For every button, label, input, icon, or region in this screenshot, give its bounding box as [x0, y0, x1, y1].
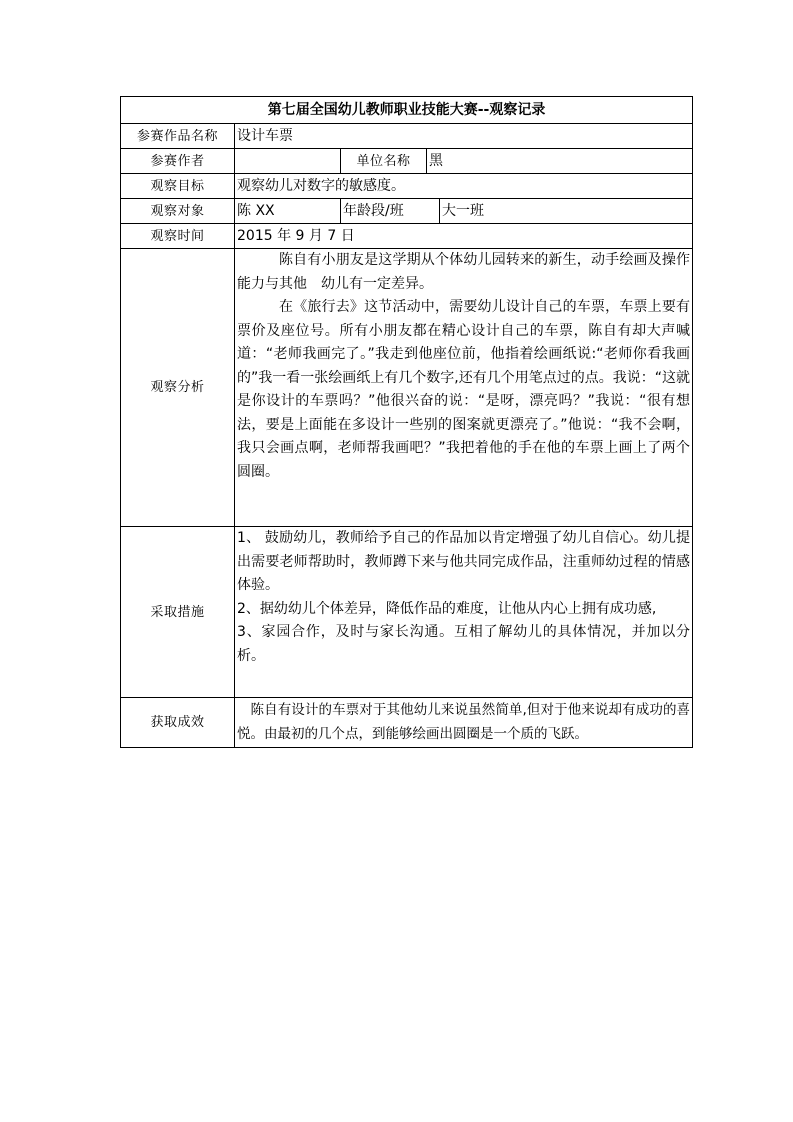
work-name-label: 参赛作品名称: [121, 124, 235, 149]
unit-name-value: 黑: [427, 149, 693, 174]
results-text: 陈自有设计的车票对于其他幼儿来说虽然简单,但对于他来说却有成功的喜悦。由最初的几个点，到能够绘画出圆圈是一个质的飞跃。: [237, 702, 691, 742]
measures-label: 采取措施: [121, 527, 235, 698]
document-title: 第七届全国幼儿教师职业技能大赛--观察记录: [121, 97, 693, 124]
observation-record-table: [120, 96, 693, 748]
analysis-paragraph-1: 陈自有小朋友是这学期从个体幼儿园转来的新生，动手绘画及操作能力与其他 幼儿有一定差异。: [237, 252, 691, 292]
time-label: 观察时间: [121, 224, 235, 249]
measures-content: [235, 527, 693, 698]
analysis-content: [235, 249, 693, 527]
age-group-label: 年龄段/班: [341, 199, 440, 224]
measures-paragraph-2: 2、据幼幼儿个体差异，降低作品的难度，让他从内心上拥有成功感,: [237, 600, 657, 617]
analysis-label: 观察分析: [121, 249, 235, 527]
work-name-value: 设计车票: [235, 124, 693, 149]
subject-label: 观察对象: [121, 199, 235, 224]
goal-label: 观察目标: [121, 174, 235, 199]
measures-paragraph-3: 3、家园合作，及时与家长沟通。互相了解幼儿的具体情况，并加以分析。: [237, 624, 691, 664]
author-label: 参赛作者: [121, 149, 235, 174]
measures-paragraph-1: 1、 鼓励幼儿，教师给予自己的作品加以肯定增强了幼儿自信心。幼儿提出需要老师帮助时，教师蹲下来与他共同完成作品，注重师幼过程的情感体验。: [237, 530, 691, 593]
analysis-paragraph-2: 在《旅行去》这节活动中，需要幼儿设计自己的车票，车票上要有票价及座位号。所有小朋友都在精心设计自己的车票，陈自有却大声喊道：“老师我画完了。”我走到他座位前，他指着绘画纸说:“老师你看我画的”我一看一张绘画纸上有几个数字,还有几个用笔点过的点。我说：“这就是你设计的车票吗？”他很兴奋的说：“是呀，漂亮吗？”我说：“很有想法，要是上面能在多设计一些别的图案就更漂亮了。”他说：“我不会啊，我只会画点啊，老师帮我画吧？”我把着他的手在他的车票上画上了两个圆圈。: [237, 299, 691, 480]
results-label: 获取成效: [121, 698, 235, 748]
age-group-value: 大一班: [440, 199, 693, 224]
time-value: 2015 年 9 月 7 日: [235, 224, 693, 249]
subject-value: 陈 XX: [235, 199, 341, 224]
results-content: [235, 698, 693, 748]
goal-value: 观察幼儿对数字的敏感度。: [235, 174, 693, 199]
unit-name-label: 单位名称: [341, 149, 427, 174]
author-value: [235, 149, 341, 174]
